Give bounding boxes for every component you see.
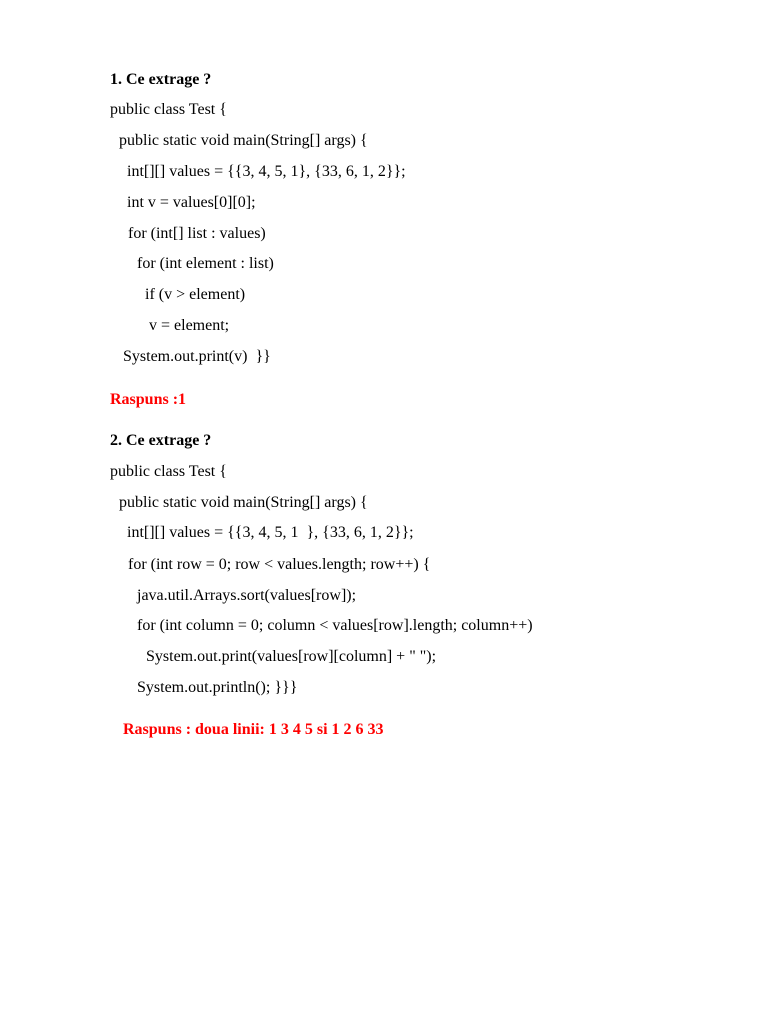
code-line: System.out.print(values[row][column] + " "); (146, 648, 437, 665)
code-line: for (int column = 0; column < values[row].length; column++) (137, 617, 533, 634)
question-1-title: 1. Ce extrage ? (110, 71, 212, 88)
code-line: for (int element : list) (137, 255, 274, 272)
code-line: for (int[] list : values) (128, 225, 266, 242)
code-line: v = element; (149, 317, 230, 334)
code-line: int[][] values = {{3, 4, 5, 1}, {33, 6, 1, 2}}; (127, 163, 406, 180)
code-line: public class Test { (110, 463, 227, 480)
code-line: public class Test { (110, 101, 227, 118)
code-line: int v = values[0][0]; (127, 194, 256, 211)
code-line: java.util.Arrays.sort(values[row]); (137, 587, 357, 604)
question-2-answer: Raspuns : doua linii: 1 3 4 5 si 1 2 6 33 (123, 721, 384, 738)
question-2-title: 2. Ce extrage ? (110, 432, 212, 449)
code-line: System.out.println(); }}} (137, 679, 298, 696)
code-line: int[][] values = {{3, 4, 5, 1 }, {33, 6, 1, 2}}; (127, 524, 414, 541)
code-line: System.out.print(v) }} (123, 348, 271, 365)
code-line: if (v > element) (145, 286, 246, 303)
question-1-answer: Raspuns :1 (110, 391, 187, 408)
code-line: for (int row = 0; row < values.length; row++) { (128, 556, 431, 573)
code-line: public static void main(String[] args) { (119, 132, 368, 149)
code-line: public static void main(String[] args) { (119, 494, 368, 511)
